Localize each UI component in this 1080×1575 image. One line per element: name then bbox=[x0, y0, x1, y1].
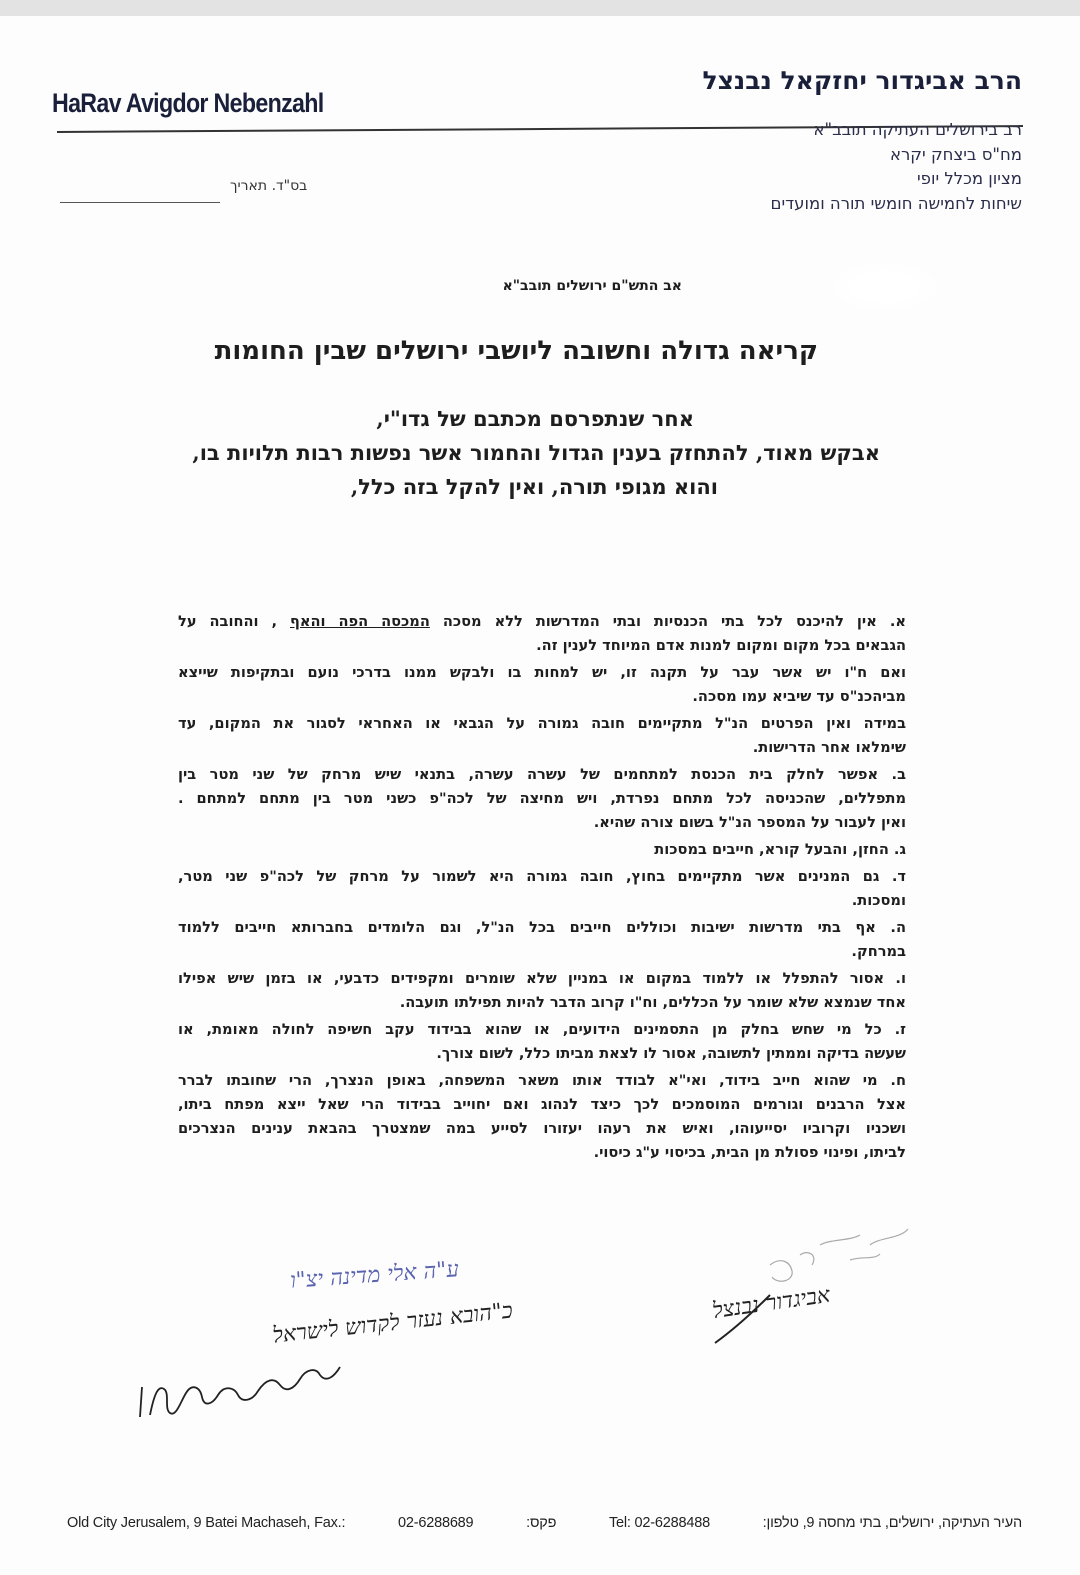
subtitle-line: אבקש מאוד, להתחזק בענין הגדול והחמור אשר נפשות רבות תלויות בו, bbox=[192, 440, 880, 465]
body-line: אצל הרבנים וגורמים המוסמכים לכך כיצד לנהוג ואם יחוייב בבידוד הרי שאל ייצא מפתח ביתו, bbox=[178, 1096, 906, 1113]
body-paragraph bbox=[178, 1018, 906, 1066]
footer-english-address: Old City Jerusalem, 9 Batei Machaseh, Fax.: bbox=[67, 1515, 346, 1531]
footer-address bbox=[67, 1515, 1022, 1531]
place-date: אב התש"ם ירושלים תובב"א bbox=[502, 278, 682, 294]
body-line: שעשה בדיקה וממתין לתשובה, אסור לו לצאת מביתו כלל, לשום צורך. bbox=[436, 1045, 906, 1062]
rabbi-signature: אביגדור נבנצל bbox=[710, 1282, 832, 1325]
body-line: ואם ח"ו יש אשר עבר על תקנה זו, יש למחות בו ולבקש ממנו בדרכי נועם ובתקיפות שייצא bbox=[178, 664, 906, 681]
title-line: שיחות לחמישה חומשי תורה ומועדים bbox=[770, 193, 1022, 213]
body-line: ואין לעבור על המספר הנ"ל בשום צורה שהיא. bbox=[593, 814, 906, 831]
body-line: שימלאו אחר הדרישות. bbox=[752, 739, 906, 756]
body-paragraph bbox=[178, 916, 906, 964]
letterhead-english-name: HaRav Avigdor Nebenzahl bbox=[52, 88, 324, 118]
letterhead-titles bbox=[771, 118, 1022, 216]
body-line: אחד שנמצא שלא שומר על הכללים, וח"ו קרוב הדבר להיות תפילתו תועבה. bbox=[399, 994, 906, 1011]
date-label: בס"ד. תאריך bbox=[230, 178, 308, 194]
body-line: ד. גם המנינים אשר מתקיימים בחוץ, חובה גמורה היא לשמור על מרחק של לכה"פ שני מטר, bbox=[178, 868, 906, 885]
top-band bbox=[0, 0, 1080, 16]
redaction-smudge bbox=[830, 262, 940, 312]
title-line: מציון מכלל יופי bbox=[916, 169, 1022, 188]
underlined-phrase: המכסה הפה והאף bbox=[289, 613, 430, 630]
footer-hebrew-address: העיר העתיקה, ירושלים, בתי מחסה 9, טלפון: bbox=[762, 1515, 1022, 1531]
body-line: הגבאים בכל מקום ומקום למנות אדם המיוחד לענין זה. bbox=[536, 637, 906, 654]
witness-signature-scrawl bbox=[135, 1355, 415, 1425]
witness-signature-line2: כ"הובא נעזר לקדוש לישראל bbox=[271, 1298, 514, 1349]
body-line: לביתו, ופינוי פסולת מן הבית, בכיסוי ע"ג כיסוי. bbox=[593, 1144, 906, 1161]
body-line: ה. אף בתי מדרשות ישיבות וכוללים חייבים בכל הנ"ל, וגם הלומדים בחברותא חייבים ללמוד bbox=[178, 919, 906, 936]
letterhead-hebrew-name: הרב אביגדור יחזקאל נבנצל bbox=[702, 66, 1022, 95]
body-line: ושכניו וקרוביו יסייעוהו, ואיש את רעהו יעזורו לסייע במה שמצטרך בהבאת ענינים הנצרכים bbox=[178, 1120, 906, 1137]
body-paragraph bbox=[178, 763, 906, 835]
body-line: במרחק. bbox=[851, 943, 906, 960]
body-paragraph bbox=[178, 610, 906, 658]
title-line: מח"ס ביצחק יקרא bbox=[889, 144, 1022, 164]
body-line: מביהכנ"ס עד שיביא עמו מסכה. bbox=[692, 688, 906, 705]
footer-fax-label: פקס: bbox=[526, 1515, 557, 1531]
body-line: ז. כל מי שחש בחלק מן התסמינים הידועים, או שהוא בבידוד עקב חשיפה לחולה מאומת, או bbox=[178, 1021, 906, 1038]
footer-fax: 02-6288689 bbox=[398, 1515, 474, 1531]
body-paragraph bbox=[178, 967, 906, 1015]
body-paragraph bbox=[178, 1069, 906, 1165]
subtitle-line: והוא מגופי תורה, ואין להקל בזה כלל, bbox=[350, 474, 718, 499]
body-line: מתפללים, שהכניסה לכל מתחם נפרדת, ויש מחיצה של לכה"פ כשני מטר בין מתחם למתחם . bbox=[178, 790, 906, 807]
date-blank-line bbox=[60, 202, 220, 203]
body-line: ג. החזן, והבעל קורא, חייבים במסכות bbox=[654, 841, 906, 858]
subtitle-line: אחר שנתפרסם מכתבם של גדו"י, bbox=[376, 406, 694, 431]
body-paragraph bbox=[178, 661, 906, 709]
footer-tel: Tel: 02-6288488 bbox=[608, 1515, 710, 1531]
document-title: קריאה גדולה וחשובה ליושבי ירושלים שבין החומות bbox=[214, 336, 818, 366]
body-line: ב. אפשר לחלק בית הכנסת למתחמים של עשרה עשרה, בתנאי שיש מרחק של שני מטר בין bbox=[178, 766, 906, 783]
body-paragraph bbox=[178, 712, 906, 760]
title-line: רב בירושלים העתיקה תובב"א bbox=[813, 120, 1022, 139]
body-paragraph bbox=[178, 865, 906, 913]
body-line: במידה ואין הפרטים הנ"ל מתקיימים חובה גמורה על הגבאי או האחראי לסגור את המקום, עד bbox=[178, 715, 906, 732]
witness-signature-line1: ע"ה אלי מדינה יצ"ו bbox=[289, 1257, 460, 1294]
body-line: ח. מי שהוא חייב בידוד, ואי"א לבודד אותו משאר המשפחה, באופן הנצרך, הרי שחובתו לברר bbox=[178, 1072, 906, 1089]
body-paragraph bbox=[178, 838, 906, 862]
letter-body bbox=[178, 610, 906, 1168]
body-line: ומסכות. bbox=[851, 892, 906, 909]
body-line: ו. אסור להתפלל או ללמוד במקום או במניין שלא שומרים ומקפידים כדבעי, או בזמן שיש אפילו bbox=[178, 970, 906, 987]
body-line: א. אין להיכנס לכל בתי הכנסיות ובתי המדרשות ללא מסכה המכסה הפה והאף , והחובה על bbox=[178, 613, 906, 630]
